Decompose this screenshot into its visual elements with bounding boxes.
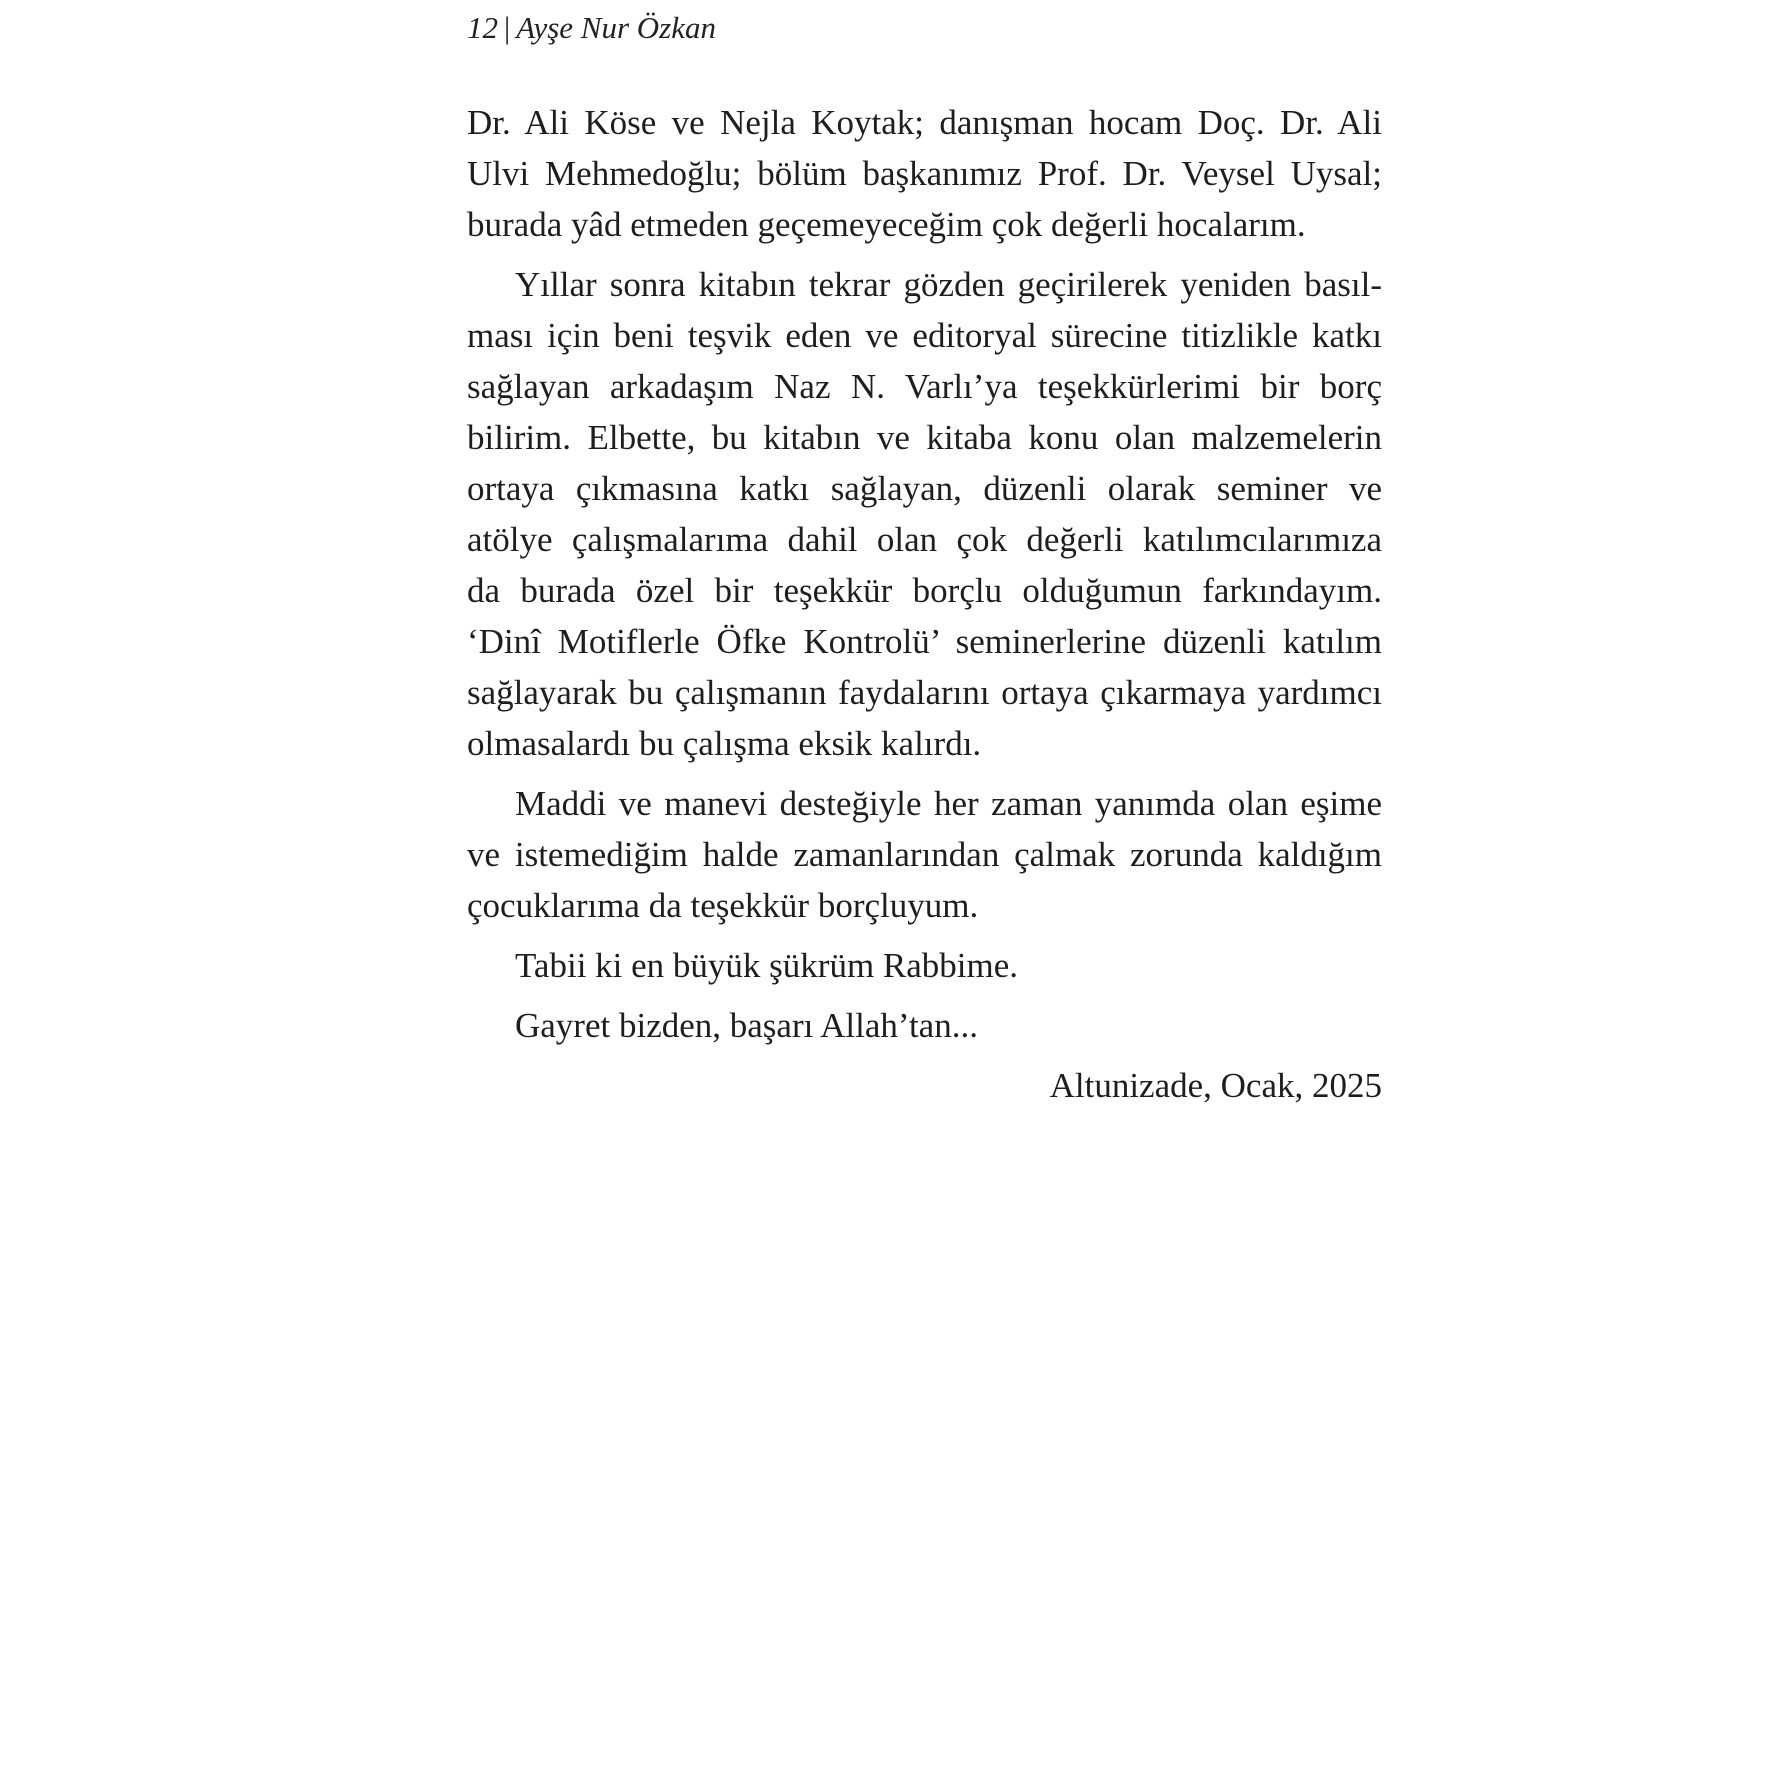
paragraph-3 [467, 778, 1382, 931]
paragraph-5 [467, 1000, 1382, 1051]
text-line: çocuklarıma da teşekkür borçluyum. [467, 886, 979, 925]
text-line: atölye çalışmalarıma dahil olan çok değerli katılımcılarımıza [467, 520, 1382, 559]
text-line: Gayret bizden, başarı Allah’tan... [515, 1006, 978, 1045]
text-line: Maddi ve manevi desteğiyle her zaman yanımda olan eşime [515, 784, 1382, 823]
signature-place-date: Altunizade, Ocak, 2025 [1049, 1066, 1382, 1105]
page-number: 12 [467, 10, 498, 45]
text-line: Dr. Ali Köse ve Nejla Koytak; danışman hocam Doç. Dr. Ali [467, 103, 1382, 142]
text-line: Tabii ki en büyük şükrüm Rabbime. [515, 946, 1019, 985]
body-text [467, 97, 1382, 1120]
text-line: ve istemediğim halde zamanlarından çalmak zorunda kaldığım [467, 835, 1382, 874]
running-head [467, 6, 716, 50]
text-line: ortaya çıkmasına katkı sağlayan, düzenli olarak seminer ve [467, 469, 1382, 508]
text-line: Ulvi Mehmedoğlu; bölüm başkanımız Prof. Dr. Veysel Uysal; [467, 154, 1382, 193]
header-separator: | [504, 10, 511, 45]
text-line: sağlayan arkadaşım Naz N. Varlı’ya teşekkürlerimi bir borç [467, 367, 1382, 406]
text-line: ması için beni teşvik eden ve editoryal sürecine titizlikle katkı [467, 316, 1382, 355]
paragraph-2 [467, 259, 1382, 769]
text-line: burada yâd etmeden geçemeyeceğim çok değerli hocalarım. [467, 205, 1306, 244]
text-line: bilirim. Elbette, bu kitabın ve kitaba konu olan malzemelerin [467, 418, 1382, 457]
paragraph-1 [467, 97, 1382, 250]
text-line: olmasalardı bu çalışma eksik kalırdı. [467, 724, 982, 763]
author-name: Ayşe Nur Özkan [516, 10, 716, 45]
text-line: sağlayarak bu çalışmanın faydalarını ortaya çıkarmaya yardımcı [467, 673, 1382, 712]
text-line: Yıllar sonra kitabın tekrar gözden geçirilerek yeniden basıl- [515, 265, 1382, 304]
text-line: da burada özel bir teşekkür borçlu olduğumun farkındayım. [467, 571, 1382, 610]
paragraph-4 [467, 940, 1382, 991]
text-line: ‘Dinî Motiflerle Öfke Kontrolü’ seminerlerine düzenli katılım [467, 622, 1382, 661]
